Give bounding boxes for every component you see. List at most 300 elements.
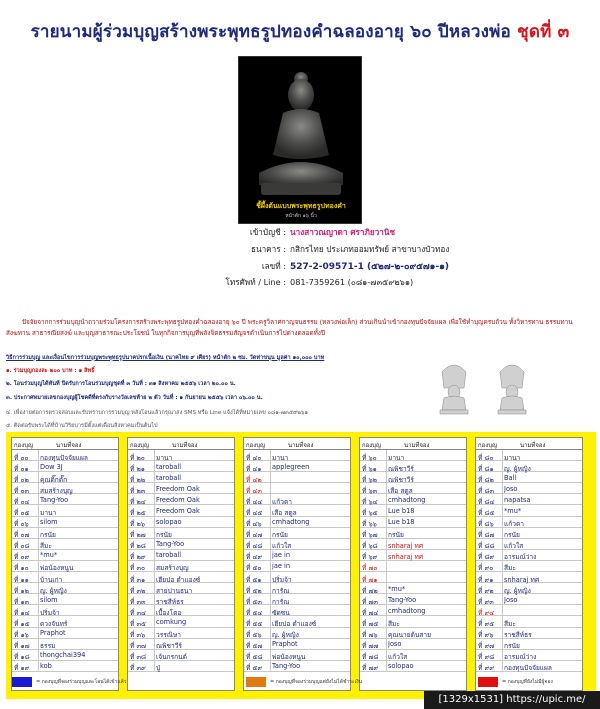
booker-name: ดวงจันทร์ [40,619,68,628]
booking-number: ที่ ๖๓ [362,486,378,495]
table-row [360,561,466,572]
table-row [244,561,350,572]
booker-name: Freedom Oak [156,484,200,493]
booker-name: มานา [40,508,57,517]
booking-number: ที่ ๙๑ [478,575,494,584]
booking-number: ที่ ๗๕ [362,619,379,628]
cell-divider [270,639,271,649]
cell-divider [154,539,155,549]
table-row [244,494,350,505]
rule-5: ๕. ติดต่อรับพระได้ที่บ้านวิริยบารมีตั้งแต่เดือนสิงหาคมเป็นต้นไป [6,423,158,429]
booker-name: ณพิชาวีร์ [156,642,182,651]
cell-divider [38,583,39,593]
rule-1: ๑. ร่วมบุญกองละ ๒๐๐ บาท : ๑ สิทธิ์ [6,368,95,374]
booking-number: ที่ ๒๙ [130,553,146,562]
booking-number: ที่ ๐๔ [14,497,30,506]
booker-name: taroball [156,551,182,560]
booking-number: ที่ ๖๐ [362,453,377,462]
booker-name: ธรรม [40,642,56,651]
booking-number: ที่ ๓๐ [130,564,145,573]
booker-name: jae in [272,551,291,560]
booker-name: Praphot [40,629,66,637]
rule-4: ๔. เพื่อง่ายต่อการตรวจสอบและรับทราบการร่วมบุญ หลังโอนแล้วกรุณาส่ง SMS หรือ Line แจ้งได้ที่หมายเลข ๐๘๑-๗๓๕๙๒๖๑ [6,410,308,416]
table-row [476,628,582,639]
booker-name: พ่อน้องหนูน [40,564,74,573]
booker-name: แก้วตา [272,497,292,506]
cell-divider [502,461,503,471]
booker-name: มานา [156,453,173,462]
cell-divider [502,616,503,626]
table-row [360,450,466,461]
header-no: กองบุญ [14,442,34,449]
booking-number: ที่ ๗๐ [362,564,378,573]
booker-name: solopao [156,518,182,527]
table-row [128,539,234,550]
cell-divider [270,472,271,482]
table-row [128,528,234,539]
booking-number: ที่ ๓๗ [130,642,146,651]
column-header [476,438,582,450]
header-name: นามที่จอง [172,442,198,449]
page-title: รายนามผู้ร่วมบุญสร้างพระพุทธรูปทองคำฉลองอายุ ๖๐ ปีหลวงพ่อ ชุดที่ ๓ [30,22,570,42]
cell-divider [38,494,39,504]
booking-number: ที่ ๐๑ [14,464,29,473]
booker-name: solopao [388,662,414,671]
column-header [360,438,466,450]
table-row [476,561,582,572]
cell-divider [502,472,503,482]
table-row [476,528,582,539]
legend-blue-text: = กองบุญที่จองร่วมบุญและโอนได้เข้าแล้ว [36,679,127,685]
booking-number: ที่ ๔๓ [246,486,262,495]
cell-divider [154,605,155,615]
table-row [360,594,466,605]
cell-divider [154,639,155,649]
legend-blue-swatch [12,677,32,687]
cell-divider [38,539,39,549]
cell-divider [270,661,271,671]
cell-divider [38,572,39,582]
cell-divider [502,561,503,571]
booker-name: เบื้องโตอ [156,608,182,617]
table-row [360,550,466,561]
booking-number: ที่ ๙๐ [478,564,494,573]
booker-name: ญ. ผู้หญิง [504,464,531,473]
cell-divider [270,461,271,471]
table-row [244,472,350,483]
booking-number: ที่ ๓๙ [130,664,146,673]
booker-name: กรนัย [272,531,288,540]
table-row [476,594,582,605]
booking-number: ที่ ๒๔ [130,497,146,506]
cell-divider [154,494,155,504]
booker-name: Freedom Oak [156,495,200,504]
booking-number: ที่ ๔๒ [246,475,262,484]
booker-name: ปริ่มจ้า [40,608,60,617]
cell-divider [154,616,155,626]
cell-divider [270,483,271,493]
booking-number: ที่ ๓๘ [130,653,147,662]
cell-divider [386,450,387,460]
table-row [360,494,466,505]
booking-number: ที่ ๗๘ [362,653,379,662]
booker-name: วรรณิษา [156,631,181,639]
booker-name: กองทุนปัจจัยแผล [504,664,552,673]
table-row [360,528,466,539]
booker-name: Lue b18 [388,506,415,515]
legend-red-text: = กองบุญที่ยังไม่มีผู้จอง [502,679,553,685]
booking-number: ที่ ๗๙ [362,664,379,673]
table-row [128,494,234,505]
booking-number: ที่ ๖๗ [362,531,378,540]
booking-number: ที่ ๕๘ [246,653,263,662]
table-row [128,650,234,661]
table-row [244,483,350,494]
account-number-row: เลขที่ : 527-2-09571-1 (๕๒๗-๒-๐๙๕๗๑-๑) [261,261,449,272]
booker-name: Freedom Oak [156,506,200,515]
booking-number: ที่ ๘๖ [478,520,494,529]
booking-number: ที่ ๑๙ [14,664,30,673]
booking-number: ที่ ๐๙ [14,553,30,562]
table-row [476,650,582,661]
booker-name: สีมะ [504,619,516,628]
booking-number: ที่ ๕๓ [246,597,262,606]
bank-name-row: ธนาคาร : กสิกรไทย ประเภทออมทรัพย์ สาขาบางบัวทอง [250,244,450,254]
table-row [476,539,582,550]
booking-number: ที่ ๘๕ [478,508,495,517]
booker-name: กรนัย [156,531,172,540]
table-row [244,639,350,650]
booking-number: ที่ ๑๐ [14,564,29,573]
booking-number: ที่ ๐๗ [14,531,30,540]
booker-name: Tang-Yoo [40,495,69,504]
booking-number: ที่ ๐๒ [14,475,29,484]
cell-divider [154,661,155,671]
column-header [128,438,234,450]
table-row [244,650,350,661]
booking-number: ที่ ๗๔ [362,608,379,617]
booking-number: ที่ ๗๖ [362,631,378,639]
column-header [244,438,350,450]
table-row [128,461,234,472]
table-row [12,450,118,461]
booking-number: ที่ ๘๔ [478,497,495,506]
booking-number: ที่ ๒๑ [130,464,145,473]
booking-number: ที่ ๒๕ [130,508,146,517]
booker-name: พ่อน้องหนูน [272,653,306,662]
table-row [128,572,234,583]
table-row [128,483,234,494]
table-row [360,616,466,627]
cell-divider [386,594,387,604]
table-row [476,450,582,461]
header-no: กองบุญ [246,442,266,449]
booking-number: ที่ ๗๗ [362,642,379,651]
table-row [128,616,234,627]
table-row [12,605,118,616]
booking-number: ที่ ๙๖ [478,631,494,639]
booking-number: ที่ ๙๘ [478,653,495,662]
cell-divider [154,505,155,515]
booker-name: cmhadtong [388,606,426,615]
booking-column [475,437,583,691]
booker-name: มานา [388,453,405,462]
booking-number: ที่ ๐๐ [14,453,29,462]
booker-name: Joso [388,640,402,649]
booker-name: Tang-Yoo [156,540,185,549]
cell-divider [502,572,503,582]
table-row [476,494,582,505]
booker-name: ซัดซน [272,608,290,617]
table-row [244,605,350,616]
booker-name: Tang-Yoo [388,595,417,604]
table-row [128,450,234,461]
booker-name: ณพิชาวีร์ [388,475,414,484]
booker-name: แก้วตา [504,520,524,529]
table-row [244,550,350,561]
cell-divider [270,450,271,460]
booking-number: ที่ ๗๓ [362,597,378,606]
cell-divider [386,628,387,638]
booking-table-panel [6,432,596,699]
booking-number: ที่ ๓๔ [130,608,146,617]
booking-number: ที่ ๐๕ [14,508,30,517]
cell-divider [386,583,387,593]
booking-number: ที่ ๖๕ [362,508,378,517]
table-row [244,628,350,639]
cell-divider [38,505,39,515]
cell-divider [154,628,155,638]
bank-name: กสิกรไทย ประเภทออมทรัพย์ สาขาบางบัวทอง [290,244,450,254]
table-row [128,605,234,616]
booker-name: taroball [156,473,182,482]
booking-number: ที่ ๕๔ [246,608,263,617]
booker-name: อารมณ์ว่าง [504,653,537,662]
cell-divider [154,583,155,593]
table-row [360,461,466,472]
cell-divider [386,472,387,482]
booking-number: ที่ ๘๒ [478,475,494,484]
cell-divider [154,517,155,527]
booking-number: ที่ ๔๐ [246,453,262,462]
booking-number: ที่ ๖๑ [362,464,377,473]
booking-number: ที่ ๒๘ [130,542,146,551]
cell-divider [386,661,387,671]
booker-name: แก้วใส [272,542,292,551]
booking-number: ที่ ๙๔ [478,608,495,617]
cell-divider [38,628,39,638]
table-row [360,505,466,516]
booking-number: ที่ ๖๙ [362,553,378,562]
table-row [244,461,350,472]
cell-divider [502,483,503,493]
table-row [360,605,466,616]
cell-divider [502,517,503,527]
rule-heading: วิธีการร่วมบุญ และเงื่อนไขการร่วมบุญพระพุทธรูปนาคปรกเนื้อเงิน (นาคไทย ๙ เศียร) หน้าตัก ๒ ซม. วัดท่าขนุน มูลค่า ๑๐,๐๐๐ บาท [6,355,325,361]
booking-number: ที่ ๘๗ [478,531,495,540]
booker-name: silom [40,595,58,604]
booker-name: การัณ [272,597,290,606]
booker-name: อารมณ์ว่าง [504,553,537,562]
booking-number: ที่ ๕๒ [246,586,262,595]
cell-divider [502,528,503,538]
table-row [244,528,350,539]
cell-divider [38,639,39,649]
booking-number: ที่ ๖๘ [362,542,378,551]
booker-name: ราชสีห์ธร [156,597,184,606]
booking-number: ที่ ๖๖ [362,520,377,529]
cell-divider [270,550,271,560]
cell-divider [154,550,155,560]
cell-divider [386,517,387,527]
booker-name: แก้วใส [504,542,524,551]
intro-paragraph: ปัจจัยจากการร่วมบุญนำถวายร่วมโครงการสร้างพระพุทธรูปทองคำฉลองอายุ ๖๐ ปี พระครูวิลาศกาญจนธรรม (หลวงพ่อเล็ก) ส่วนเกินนำเข้ากองทุนปัจจัยแผล เพื่อใช้ทำบุญครบถ้วน ทั้งวิหารทาน ธรรมทาน สังฆทาน สาธารณียสงฆ์ และบุญสาธารณะประโยชน์ ในทุกกิจการบุญที่พลังจิตธรรมสัญจรดำเนินการไปต่างตลอดทั้งปี [6,318,573,337]
booker-name: comkung [156,617,187,626]
booking-number: ที่ ๒๗ [130,531,146,540]
booking-number: ที่ ๐๓ [14,486,29,495]
cell-divider [154,472,155,482]
booker-name: แก้วใส [388,653,408,662]
booking-number: ที่ ๓๕ [130,619,146,628]
image-host-footer: [1329x1531] https://upic.me/ [424,691,600,709]
table-row [360,628,466,639]
rule-2: ๒. โอนร่วมบุญได้ทันที ปิดรับการโอนร่วมบุญชุดที่ ๓ วันที่ : ๓๑ สิงหาคม ๒๕๕๖ เวลา ๒๐.๐๐ น. [6,381,236,387]
booker-name: เสือ สตูล [272,508,297,517]
booker-name: กรนัย [388,531,404,540]
booking-column [127,437,235,691]
cell-divider [270,616,271,626]
cell-divider [38,450,39,460]
booking-number: ที่ ๐๖ [14,520,29,529]
statue-caption: ชี้ผึ้งต้นแบบพระพุทธรูปทองคำ [256,202,346,210]
cell-divider [38,561,39,571]
booking-number: ที่ ๘๙ [478,553,495,562]
booker-name: ราชสีห์ธร [504,631,532,639]
booking-number: ที่ ๘๓ [478,486,495,495]
table-row [476,583,582,594]
booker-name: คุณติ๊กตั๊ก [40,475,68,484]
cell-divider [154,461,155,471]
cell-divider [270,517,271,527]
table-row [12,639,118,650]
booking-number: ที่ ๗๒ [362,586,378,595]
cell-divider [386,616,387,626]
table-row [128,550,234,561]
cell-divider [386,650,387,660]
cell-divider [270,650,271,660]
table-row [476,517,582,528]
booker-name: ญ. ผู้หญิง [40,586,67,595]
table-row [12,461,118,472]
header-no: กองบุญ [362,442,382,449]
table-row [360,650,466,661]
booking-number: ที่ ๔๙ [246,553,263,562]
booker-name: ปู่ [156,664,161,673]
booker-name: เฮียปอ ตำแองซ์ [156,575,201,584]
table-row [12,550,118,561]
title-accent: ชุดที่ ๓ [517,22,570,42]
cell-divider [154,650,155,660]
booking-number: ที่ ๑๖ [14,631,29,639]
cell-divider [386,505,387,515]
table-row [360,661,466,672]
booker-name: *mu* [388,584,406,593]
booker-name: กองทุนปัจจัยแผล [40,453,88,462]
cell-divider [502,550,503,560]
table-row [476,616,582,627]
booking-number: ที่ ๓๑ [130,575,146,584]
booker-name: มานา [272,453,289,462]
booking-number: ที่ ๙๗ [478,642,495,651]
booking-number: ที่ ๒๖ [130,520,145,529]
booker-name: Joso [504,595,518,604]
cell-divider [154,483,155,493]
cell-divider [38,517,39,527]
booking-number: ที่ ๙๙ [478,664,495,673]
table-row [244,505,350,516]
booker-name: Dow 3J [40,462,63,471]
cell-divider [154,450,155,460]
cell-divider [502,639,503,649]
booking-column [243,437,351,691]
table-row [128,472,234,483]
legend-orange-swatch [246,677,266,687]
table-row [12,572,118,583]
cell-divider [502,450,503,460]
booking-number: ที่ ๙๓ [478,597,494,606]
table-row [244,539,350,550]
cell-divider [270,539,271,549]
booker-name: applegreen [272,462,310,471]
booking-number: ที่ ๙๒ [478,586,494,595]
cell-divider [270,583,271,593]
booker-name: thongchai394 [40,651,86,660]
booker-name: *mu* [504,506,522,515]
cell-divider [386,605,387,615]
table-row [12,561,118,572]
table-row [12,494,118,505]
cell-divider [38,605,39,615]
cell-divider [38,483,39,493]
table-row [12,505,118,516]
booking-number: ที่ ๔๕ [246,508,263,517]
booker-name: *mu* [40,551,58,560]
booker-name: เจ้นกรกนต์ [156,653,187,662]
cell-divider [270,605,271,615]
cell-divider [386,528,387,538]
booker-name: สีมะ [504,564,516,573]
header-name: นามที่จอง [56,442,82,449]
booker-name: กรนัย [504,642,520,651]
account-number: 527-2-09571-1 (๕๒๗-๒-๐๙๕๗๑-๑) [290,262,449,272]
table-row [12,528,118,539]
booking-number: ที่ ๓๖ [130,631,146,639]
cell-divider [502,494,503,504]
cell-divider [38,650,39,660]
table-row [244,594,350,605]
booker-name: ปริ่มจ้า [272,575,292,584]
table-row [244,616,350,627]
column-header [12,438,118,450]
booker-name: กรนัย [504,531,520,540]
cell-divider [502,661,503,671]
booker-name: เฮียปอ ตำแองซ์ [272,619,317,628]
booking-number: ที่ ๖๒ [362,475,377,484]
booking-number: ที่ ๕๙ [246,664,263,673]
table-row [244,583,350,594]
table-row [12,583,118,594]
cell-divider [270,594,271,604]
